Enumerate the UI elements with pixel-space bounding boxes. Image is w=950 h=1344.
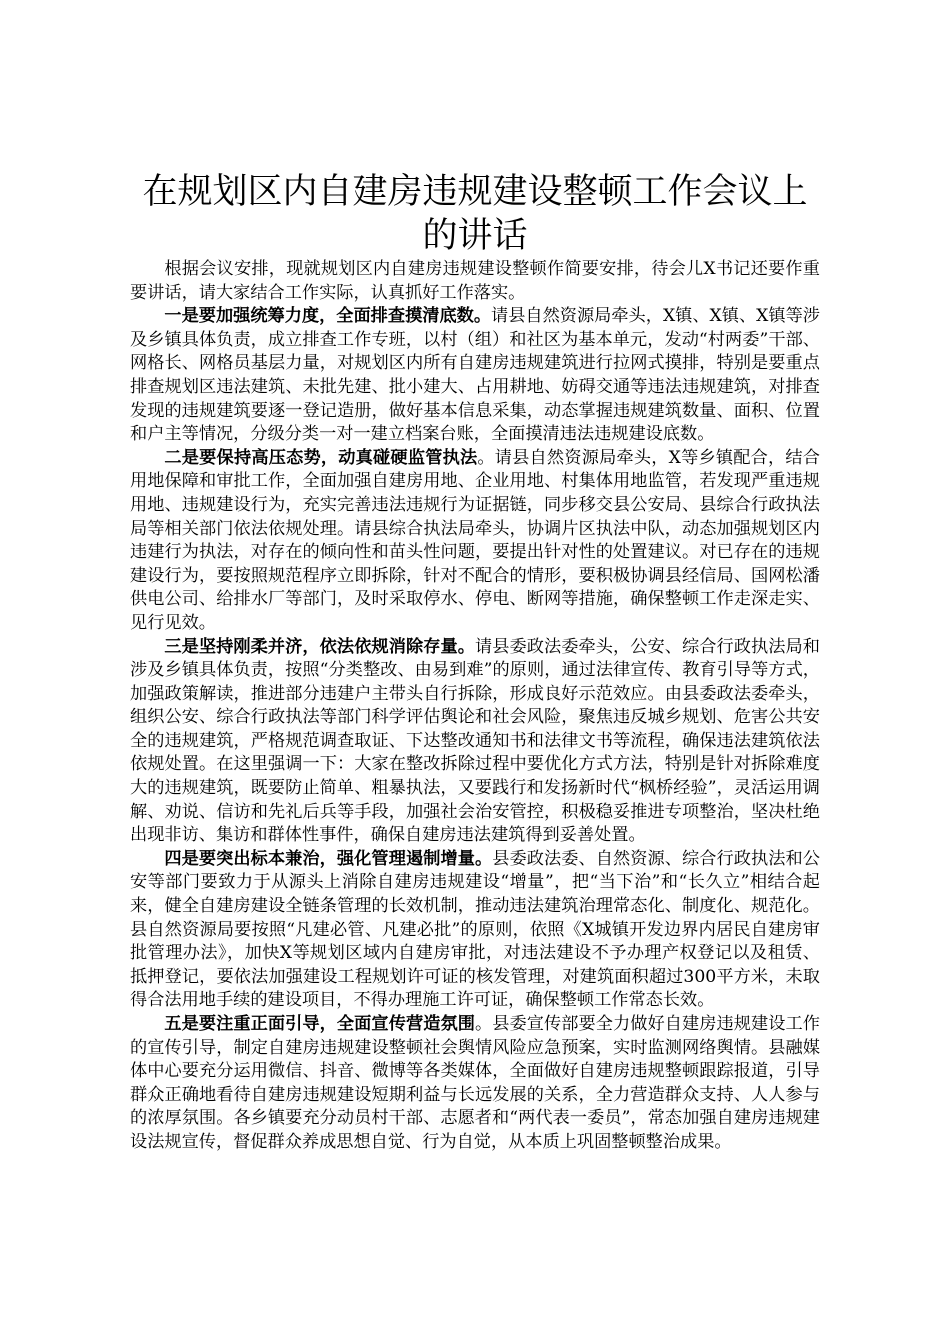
section-lead-3: 三是坚持刚柔并济，依法依规消除存量。 — [164, 636, 475, 657]
section-lead-2: 二是要保持高压态势，动真碰硬监管执法 — [164, 447, 478, 468]
section-lead-5: 五是要注重正面引导，全面宣传营造氛围 — [164, 1014, 475, 1034]
section-lead-1: 一是要加强统筹力度，全面排查摸清底数。 — [164, 306, 492, 327]
section-paragraph-4 — [130, 848, 820, 1013]
document-title: 在规划区内自建房违规建设整顿工作会议上的讲话 — [142, 172, 808, 256]
section-body-2: 。请县自然资源局牵头，X等乡镇配合，结合用地保障和审批工作，全面加强自建房用地、企业用地、村集体用地监管，若发现严重违规用地、违规建设行为，充实完善违法违规行为证据链，同步移交县公安局、县综合行政执法局等相关部门依法依规处理。请县综合执法局牵头，协调片区执法中队，动态加强规划区内违建行为执法，对存在的倾向性和苗头性问题，要提出针对性的处置建议。对已存在的违规建设行为，要按照规范程序立即拆除，针对不配合的情形，要积极协调县经信局、国网松潘供电公司、给排水厂等部门，及时采取停水、停电、断网等措施，确保整顿工作走深走实、见行见效。 — [130, 447, 820, 633]
section-lead-4: 四是要突出标本兼治，强化管理遏制增量。 — [164, 848, 493, 869]
document-page — [130, 170, 820, 1155]
intro-paragraph: 根据会议安排，现就规划区内自建房违规建设整顿作简要安排，待会儿X书记还要作重要讲话，请大家结合工作实际，认真抓好工作落实。 — [130, 259, 820, 303]
section-body-4: 县委政法委、自然资源、综合行政执法和公安等部门要致力于从源头上消除自建房违规建设“增量”，把“当下治”和“长久立”相结合起来，健全自建房建设全链条管理的长效机制，推动违法建筑治理常态化、制度化、规范化。县自然资源局要按照“凡建必管、凡建必批”的原则，依照《X城镇开发边界内居民自建房审批管理办法》，加快X等规划区域内自建房审批，对违法建设不予办理产权登记以及租赁、抵押登记，要依法加强建设工程规划许可证的核发管理，对建筑面积超过300平方米，未取得合法用地手续的建设项目，不得办理施工许可证，确保整顿工作常态长效。 — [130, 848, 820, 1011]
section-body-5: 。县委宣传部要全力做好自建房违规建设工作的宣传引导，制定自建房违规建设整顿社会舆情风险应急预案，实时监测网络舆情。县融媒体中心要充分运用微信、抖音、微博等各类媒体，全面做好自建房违规整顿跟踪报道，引导群众正确地看待自建房违规建设短期利益与长远发展的关系，全力营造群众支持、人人参与的浓厚氛围。各乡镇要充分动员村干部、志愿者和“两代表一委员”，常态加强自建房违规建设法规宣传，督促群众养成思想自觉、行为自觉，从本质上巩固整顿整治成果。 — [130, 1014, 820, 1152]
section-paragraph-3 — [130, 636, 820, 848]
section-paragraph-2 — [130, 447, 820, 636]
section-paragraph-5 — [130, 1013, 820, 1155]
section-paragraph-1 — [130, 305, 820, 447]
section-body-3: 请县委政法委牵头，公安、综合行政执法局和涉及乡镇具体负责，按照“分类整改、由易到难”的原则，通过法律宣传、教育引导等方式，加强政策解读，推进部分违建户主带头自行拆除，形成良好示范效应。由县委政法委牵头，组织公安、综合行政执法等部门科学评估舆论和社会风险，聚焦违反城乡规划、危害公共安全的违规建筑，严格规范调查取证、下达整改通知书和法律文书等流程，确保违法建筑依法依规处置。在这里强调一下：大家在整改拆除过程中要优化方式方法，特别是针对拆除难度大的违规建筑，既要防止简单、粗暴执法，又要践行和发扬新时代“枫桥经验”，灵活运用调解、劝说、信访和先礼后兵等手段，加强社会治安管控，积极稳妥推进专项整治，坚决杜绝出现非访、集访和群体性事件，确保自建房违法建筑得到妥善处置。 — [130, 636, 820, 846]
section-body-1: 请县自然资源局牵头，X镇、X镇、X镇等涉及乡镇具体负责，成立排查工作专班，以村（组）和社区为基本单元，发动“村两委”干部、网格长、网格员基层力量，对规划区内所有自建房违规建筑进行拉网式摸排，特别是要重点排查规划区违法建筑、未批先建、批小建大、占用耕地、妨碍交通等违法违规建筑，对排查发现的违规建筑要逐一登记造册，做好基本信息采集，动态掌握违规建筑数量、面积、位置和户主等情况，分级分类一对一建立档案台账，全面摸清违法违规建设底数。 — [130, 306, 820, 445]
